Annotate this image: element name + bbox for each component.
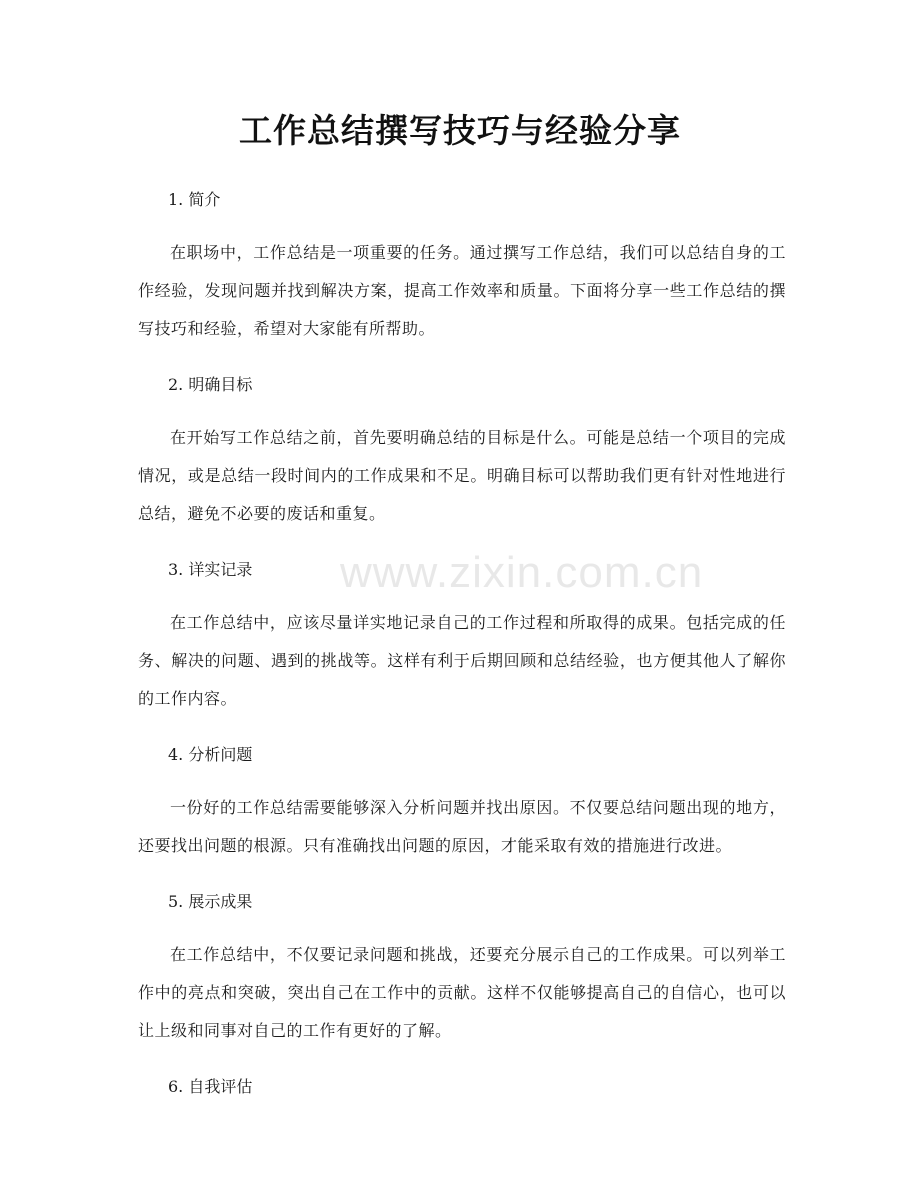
document-body	[138, 178, 786, 1109]
document-title: 工作总结撰写技巧与经验分享	[239, 111, 681, 150]
section-heading: 6. 自我评估	[168, 1077, 253, 1096]
section-paragraph: 在工作总结中，应该尽量详实地记录自己的工作过程和所取得的成果。包括完成的任务、解决的问题、遇到的挑战等。这样有利于后期回顾和总结经验，也方便其他人了解你的工作内容。	[138, 613, 786, 708]
section-heading: 4. 分析问题	[168, 745, 253, 764]
section-heading: 3. 详实记录	[168, 560, 253, 579]
section-analysis	[138, 733, 786, 865]
section-heading: 5. 展示成果	[168, 892, 253, 911]
section-goals	[138, 363, 786, 533]
section-paragraph: 在工作总结中，不仅要记录问题和挑战，还要充分展示自己的工作成果。可以列举工作中的亮点和突破，突出自己在工作中的贡献。这样不仅能够提高自己的自信心，也可以让上级和同事对自己的工作有更好的了解。	[138, 945, 786, 1040]
section-heading: 1. 简介	[168, 190, 221, 209]
watermark: www.zixin.com.cn	[340, 548, 704, 597]
section-self-assessment	[138, 1065, 786, 1109]
section-heading: 2. 明确目标	[168, 375, 253, 394]
section-paragraph: 在职场中，工作总结是一项重要的任务。通过撰写工作总结，我们可以总结自身的工作经验，发现问题并找到解决方案，提高工作效率和质量。下面将分享一些工作总结的撰写技巧和经验，希望对大家能有所帮助。	[138, 243, 786, 338]
section-records	[138, 548, 786, 718]
section-intro	[138, 178, 786, 348]
section-results	[138, 880, 786, 1050]
section-paragraph: 在开始写工作总结之前，首先要明确总结的目标是什么。可能是总结一个项目的完成情况，或是总结一段时间内的工作成果和不足。明确目标可以帮助我们更有针对性地进行总结，避免不必要的废话和重复。	[138, 428, 786, 523]
section-paragraph: 一份好的工作总结需要能够深入分析问题并找出原因。不仅要总结问题出现的地方，还要找出问题的根源。只有准确找出问题的原因，才能采取有效的措施进行改进。	[138, 798, 786, 855]
